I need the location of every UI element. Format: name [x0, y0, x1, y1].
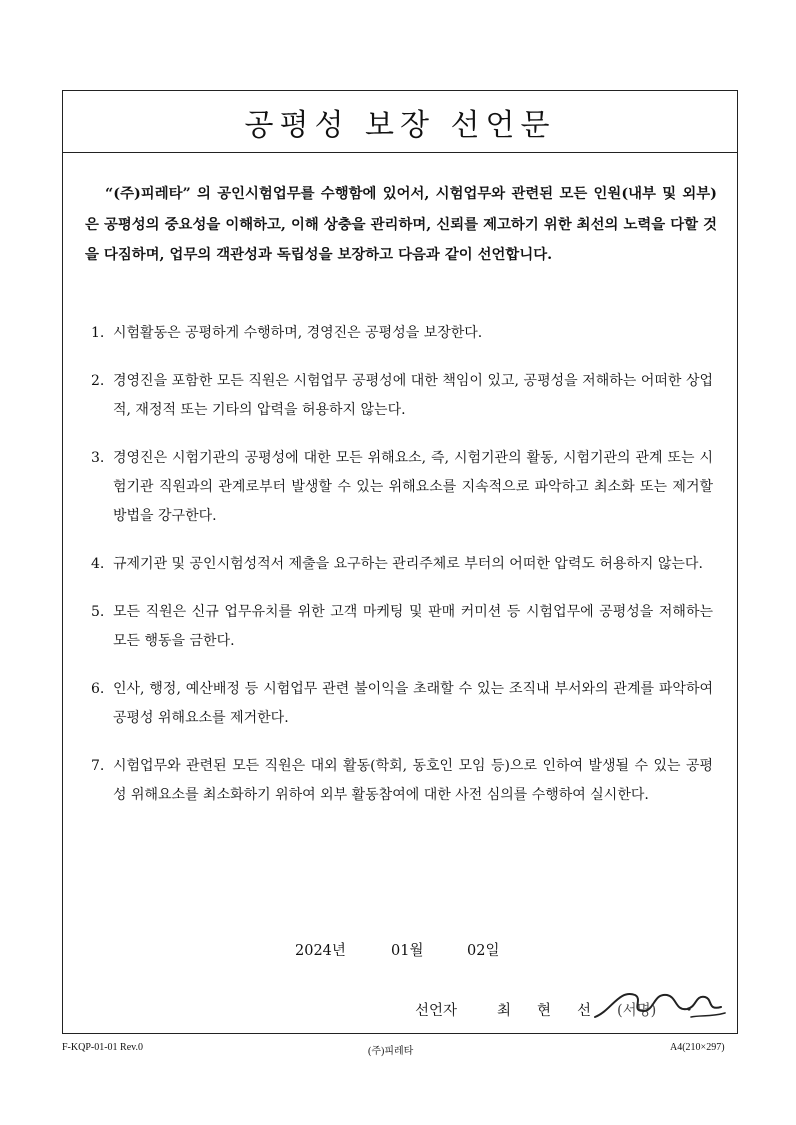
item-number: 3. [91, 450, 105, 466]
item-text: 시험업무와 관련된 모든 직원은 대외 활동(학회, 동호인 모임 등)으로 인하여 발생될 수 있는 공평성 위해요소를 최소화하기 위하여 외부 활동참여에 대한 사전 심의를 수행하여 실시한다. [113, 758, 713, 803]
list-item [91, 752, 713, 810]
signer-name-1: 최 [497, 1003, 512, 1019]
declaration-list [91, 319, 713, 810]
date-month: 01월 [391, 943, 424, 959]
sign-note: (서명) [617, 1003, 657, 1019]
signer-label: 선언자 [415, 1003, 458, 1019]
item-text: 경영진은 시험기관의 공평성에 대한 모든 위해요소, 즉, 시험기관의 활동, 시험기관의 관계 또는 시험기관 직원과의 관계로부터 발생할 수 있는 위해요소를 지속적으로 파악하고 최소화 또는 제거할 방법을 강구한다. [113, 450, 713, 524]
signer-name-3: 선 [577, 1003, 592, 1019]
footer-form-code: F-KQP-01-01 Rev.0 [62, 1042, 144, 1053]
footer-paper-size: A4(210×297) [670, 1042, 725, 1053]
item-text: 규제기관 및 공인시험성적서 제출을 요구하는 관리주체로 부터의 어떠한 압력도 허용하지 않는다. [113, 556, 703, 572]
footer-company: (주)피레타 [368, 1046, 414, 1057]
list-item [91, 444, 713, 531]
item-number: 4. [91, 556, 105, 572]
declaration-frame [62, 90, 738, 1034]
date-year: 2024년 [295, 943, 346, 959]
list-item [91, 319, 713, 348]
signer-name-2: 현 [537, 1003, 552, 1019]
item-text: 경영진을 포함한 모든 직원은 시험업무 공평성에 대한 책임이 있고, 공평성을 저해하는 어떠한 상업적, 재정적 또는 기타의 압력을 허용하지 않는다. [113, 373, 713, 418]
intro-paragraph: “(주)피레타” 의 공인시험업무를 수행함에 있어서, 시험업무와 관련된 모든 인원(내부 및 외부)은 공평성의 중요성을 이해하고, 이해 상충을 관리하며, 신뢰를 제고하기 위한 최선의 노력을 다할 것을 다짐하며, 업무의 객관성과 독립성을 보장하고 다음과 같이 선언합니다. [85, 185, 717, 263]
item-text: 인사, 행정, 예산배정 등 시험업무 관련 불이익을 초래할 수 있는 조직내 부서와의 관계를 파악하여 공평성 위해요소를 제거한다. [113, 681, 713, 726]
item-number: 6. [91, 681, 105, 697]
list-item [91, 367, 713, 425]
document-title: 공평성 보장 선언문 [244, 107, 556, 143]
list-item [91, 598, 713, 656]
handwritten-signature [591, 981, 731, 1029]
item-number: 7. [91, 758, 105, 774]
date-day: 02일 [467, 943, 500, 959]
item-number: 2. [91, 373, 105, 389]
title-box [63, 91, 737, 153]
list-item [91, 675, 713, 733]
list-item [91, 550, 713, 579]
item-text: 시험활동은 공평하게 수행하며, 경영진은 공평성을 보장한다. [113, 325, 483, 341]
item-text: 모든 직원은 신규 업무유치를 위한 고객 마케팅 및 판매 커미션 등 시험업무에 공평성을 저해하는 모든 행동을 금한다. [113, 604, 713, 649]
item-number: 5. [91, 604, 105, 620]
item-number: 1. [91, 325, 105, 341]
